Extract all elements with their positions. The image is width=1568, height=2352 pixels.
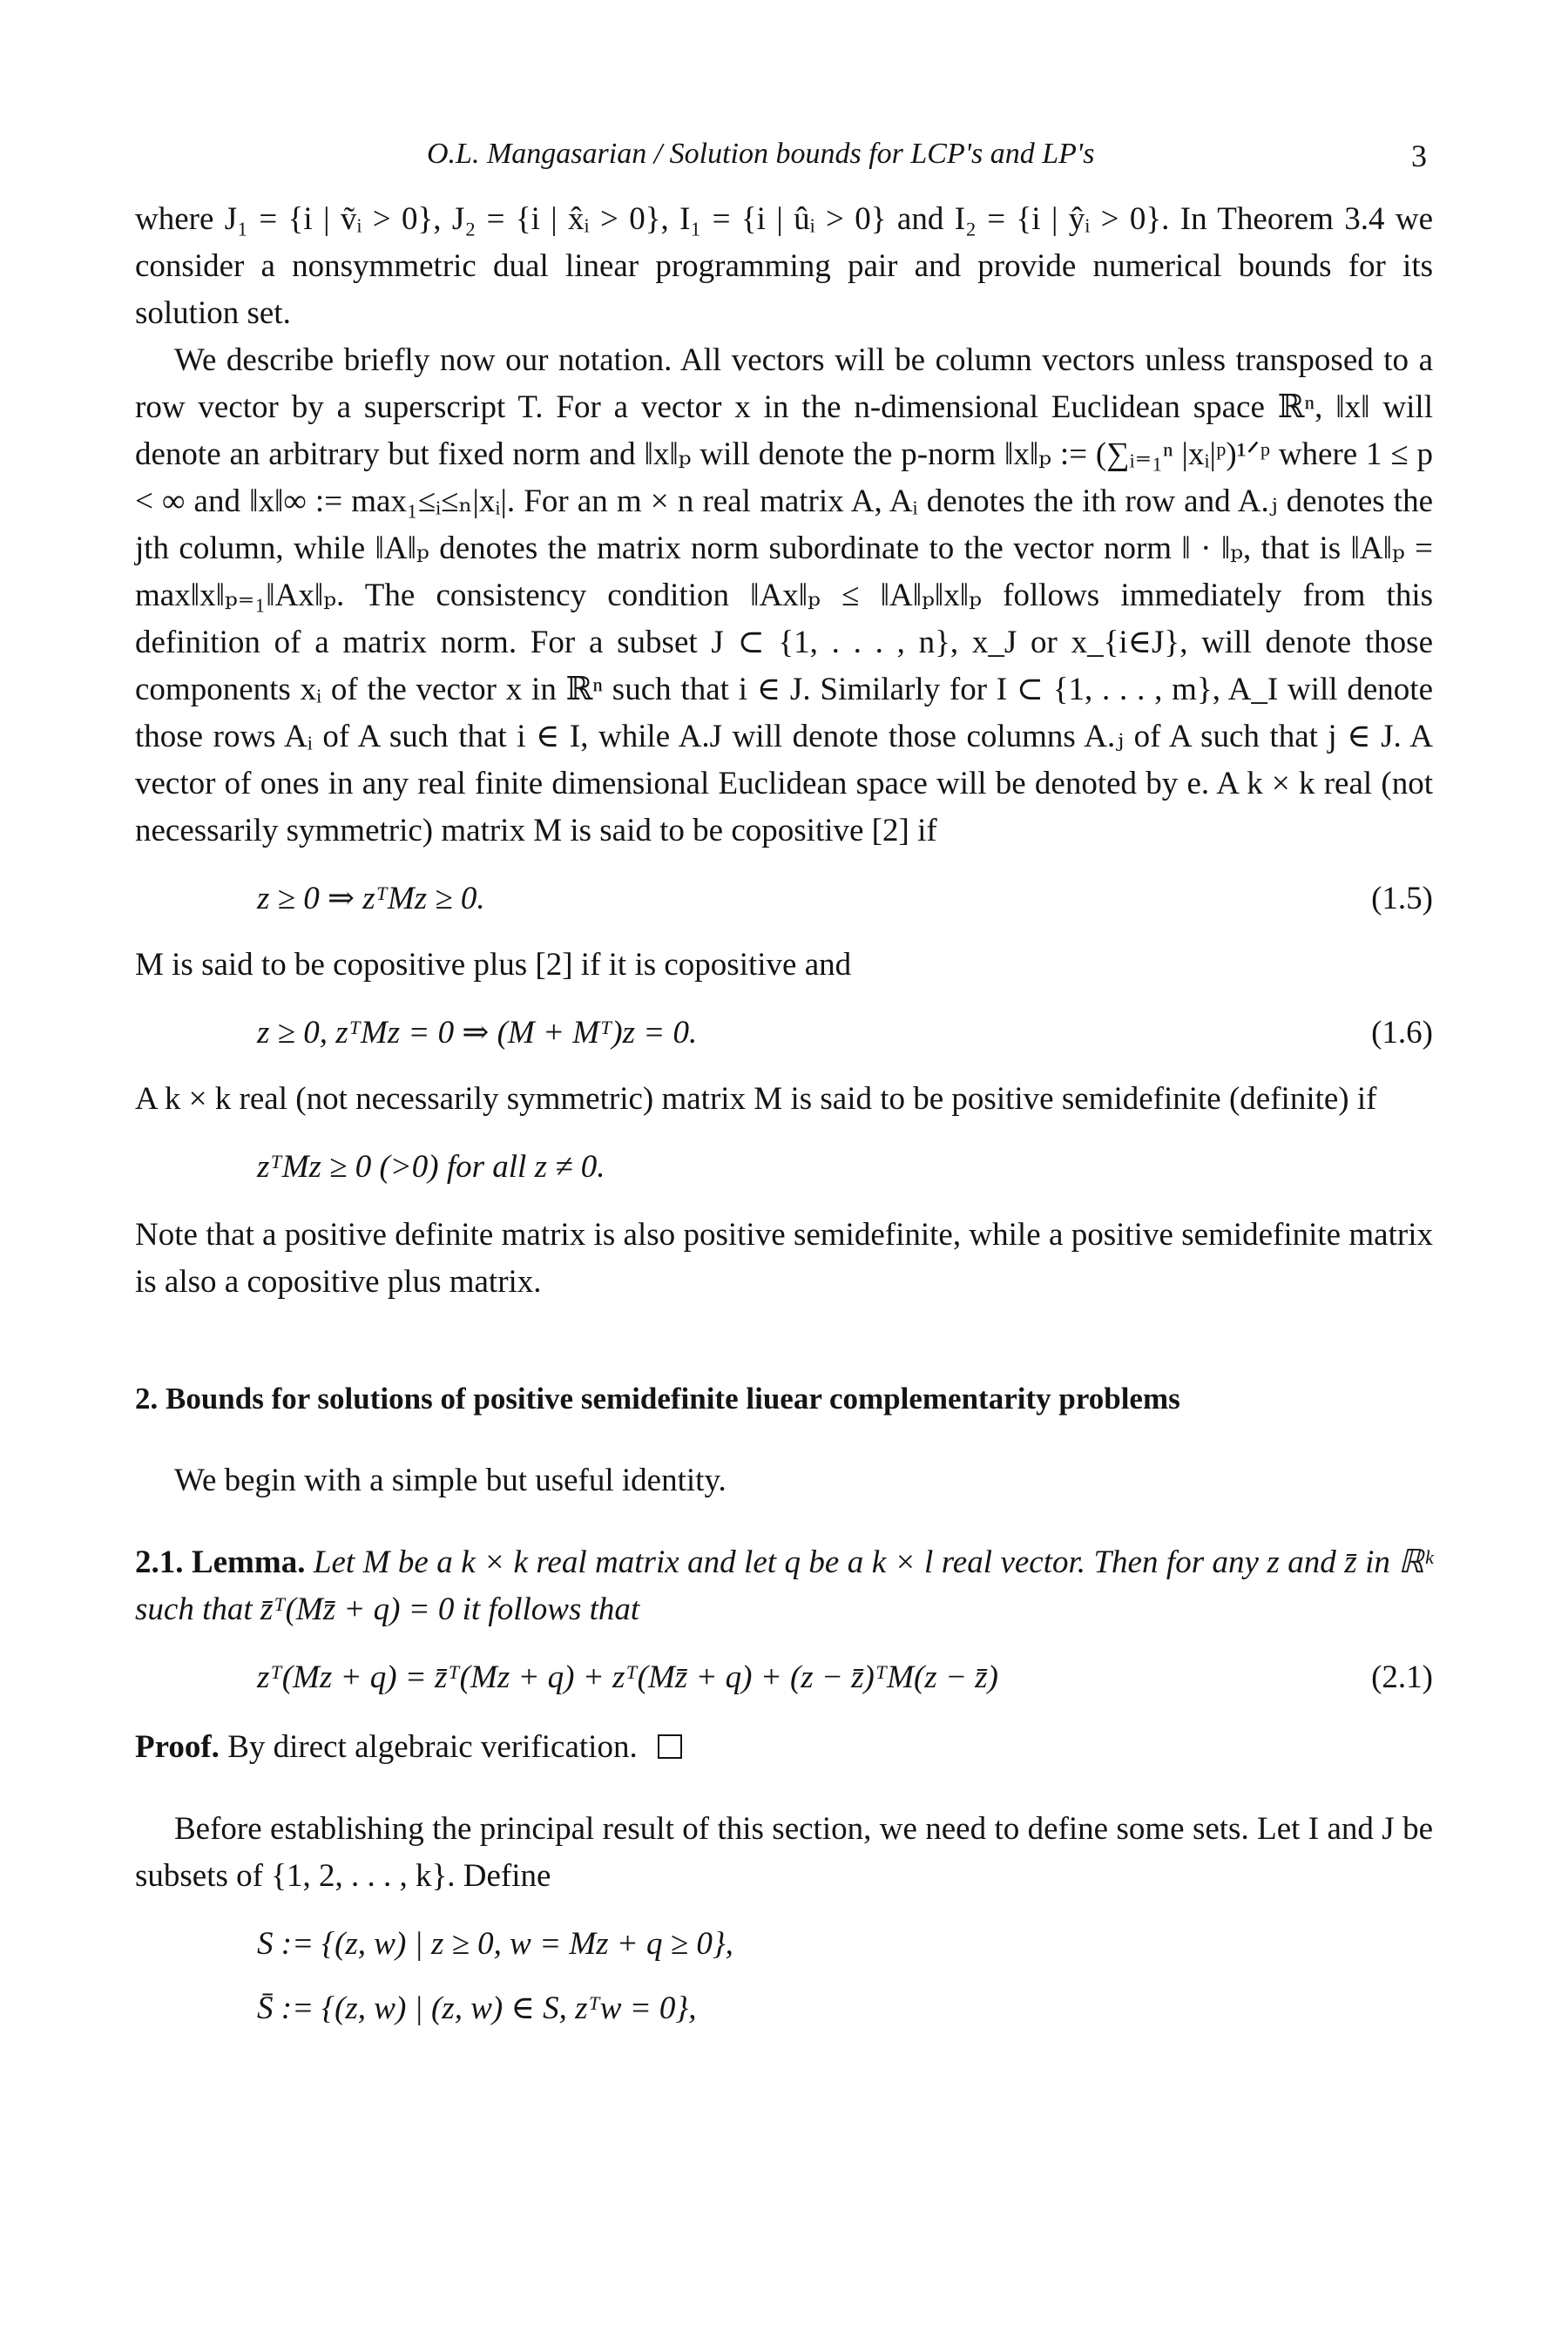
- equation-2-1: [135, 1654, 1433, 1701]
- set-definitions: [135, 1921, 1433, 2032]
- set-s-bar-definition: S̄ := {(z, w) | (z, w) ∈ S, zᵀw = 0},: [257, 1990, 697, 2026]
- equation-1-6-expression: z ≥ 0, zᵀMz = 0 ⇒ (M + Mᵀ)z = 0.: [257, 1015, 698, 1051]
- qed-square-icon: [658, 1734, 682, 1759]
- paragraph-index-sets: where J₁ = {i | ṽᵢ > 0}, J₂ = {i | x̂ᵢ > 0}, I₁ = {i | ûᵢ > 0} and I₂ = {i | ŷᵢ > 0}. In Theorem 3.4 we consider a nonsymmetric dual linear programming pair and provide numerical bounds for its solution set.: [135, 201, 1433, 331]
- lemma-2-1: [135, 1539, 1433, 1633]
- lemma-statement: Let M be a k × k real matrix and let q be a k × l real vector. Then for any z and z̄ in ℝᵏ such that z̄ᵀ(Mz̄ + q) = 0 it follows that: [135, 1544, 1434, 1627]
- equation-2-1-number: (2.1): [1371, 1659, 1433, 1695]
- equation-2-1-expression: zᵀ(Mz + q) = z̄ᵀ(Mz + q) + zᵀ(Mz̄ + q) + (z − z̄)ᵀM(z − z̄): [257, 1659, 998, 1695]
- proof: [135, 1724, 1433, 1771]
- lemma-title: 2.1. Lemma.: [135, 1544, 306, 1580]
- page-header: [0, 131, 1568, 183]
- equation-1-5: [135, 875, 1433, 923]
- running-head: O.L. Mangasarian / Solution bounds for LCP's and LP's: [427, 138, 1095, 170]
- proof-text: By direct algebraic verification.: [227, 1729, 638, 1765]
- paragraph-define-sets: Before establishing the principal result of this section, we need to define some sets. Let I and J be subsets of {1, 2, . . . , k}. Define: [135, 1811, 1433, 1894]
- equation-1-6-number: (1.6): [1371, 1015, 1433, 1051]
- paragraph-positive-semidefinite: A k × k real (not necessarily symmetric) matrix M is said to be positive semidefinite (definite) if: [135, 1081, 1377, 1117]
- page-body: [135, 196, 1433, 2053]
- equation-psd-definition: [135, 1144, 1433, 1191]
- set-s-definition: S := {(z, w) | z ≥ 0, w = Mz + q ≥ 0},: [257, 1926, 733, 1962]
- equation-psd-expression: zᵀMz ≥ 0 (>0) for all z ≠ 0.: [257, 1149, 605, 1185]
- equation-1-6: [135, 1010, 1433, 1057]
- paragraph-copositive-plus: M is said to be copositive plus [2] if it is copositive and: [135, 947, 852, 983]
- equation-1-5-expression: z ≥ 0 ⇒ zᵀMz ≥ 0.: [257, 881, 485, 916]
- paragraph-notation: We describe briefly now our notation. All vectors will be column vectors unless transposed to a row vector by a superscript T. For a vector x in the n-dimensional Euclidean space ℝⁿ, ‖x‖ will denote an arbitrary but fixed norm and ‖x‖ₚ will denote the p-norm ‖x‖ₚ := (∑ᵢ₌₁ⁿ |xᵢ|ᵖ)¹ᐟᵖ where 1 ≤ p < ∞ and ‖x‖∞ := max₁≤ᵢ≤ₙ|xᵢ|. For an m × n real matrix A, Aᵢ denotes the ith row and A.ⱼ denotes the jth column, while ‖A‖ₚ denotes the matrix norm subordinate to the vector norm ‖ · ‖ₚ, that is ‖A‖ₚ = max‖x‖ₚ₌₁‖Ax‖ₚ. The consistency condition ‖Ax‖ₚ ≤ ‖A‖ₚ‖x‖ₚ follows immediately from this definition of a matrix norm. For a subset J ⊂ {1, . . . , n}, x_J or x_{i∈J}, will denote those components xᵢ of the vector x in ℝⁿ such that i ∈ J. Similarly for I ⊂ {1, . . . , m}, A_I will denote those rows Aᵢ of A such that i ∈ I, while A.J will denote those columns A.ⱼ of A such that j ∈ J. A vector of ones in any real finite dimensional Euclidean space will be denoted by e. A k × k real (not necessarily symmetric) matrix M is said to be copositive [2] if: [135, 342, 1433, 848]
- paragraph-note: Note that a positive definite matrix is also positive semidefinite, while a positive semidefinite matrix is also a copositive plus matrix.: [135, 1217, 1433, 1300]
- equation-1-5-number: (1.5): [1371, 881, 1433, 916]
- page-number: 3: [1411, 139, 1427, 173]
- section-heading: 2. Bounds for solutions of positive semidefinite liuear complementarity problems: [135, 1382, 1180, 1416]
- paragraph-identity-intro: We begin with a simple but useful identity.: [174, 1463, 727, 1498]
- proof-label: Proof.: [135, 1729, 220, 1765]
